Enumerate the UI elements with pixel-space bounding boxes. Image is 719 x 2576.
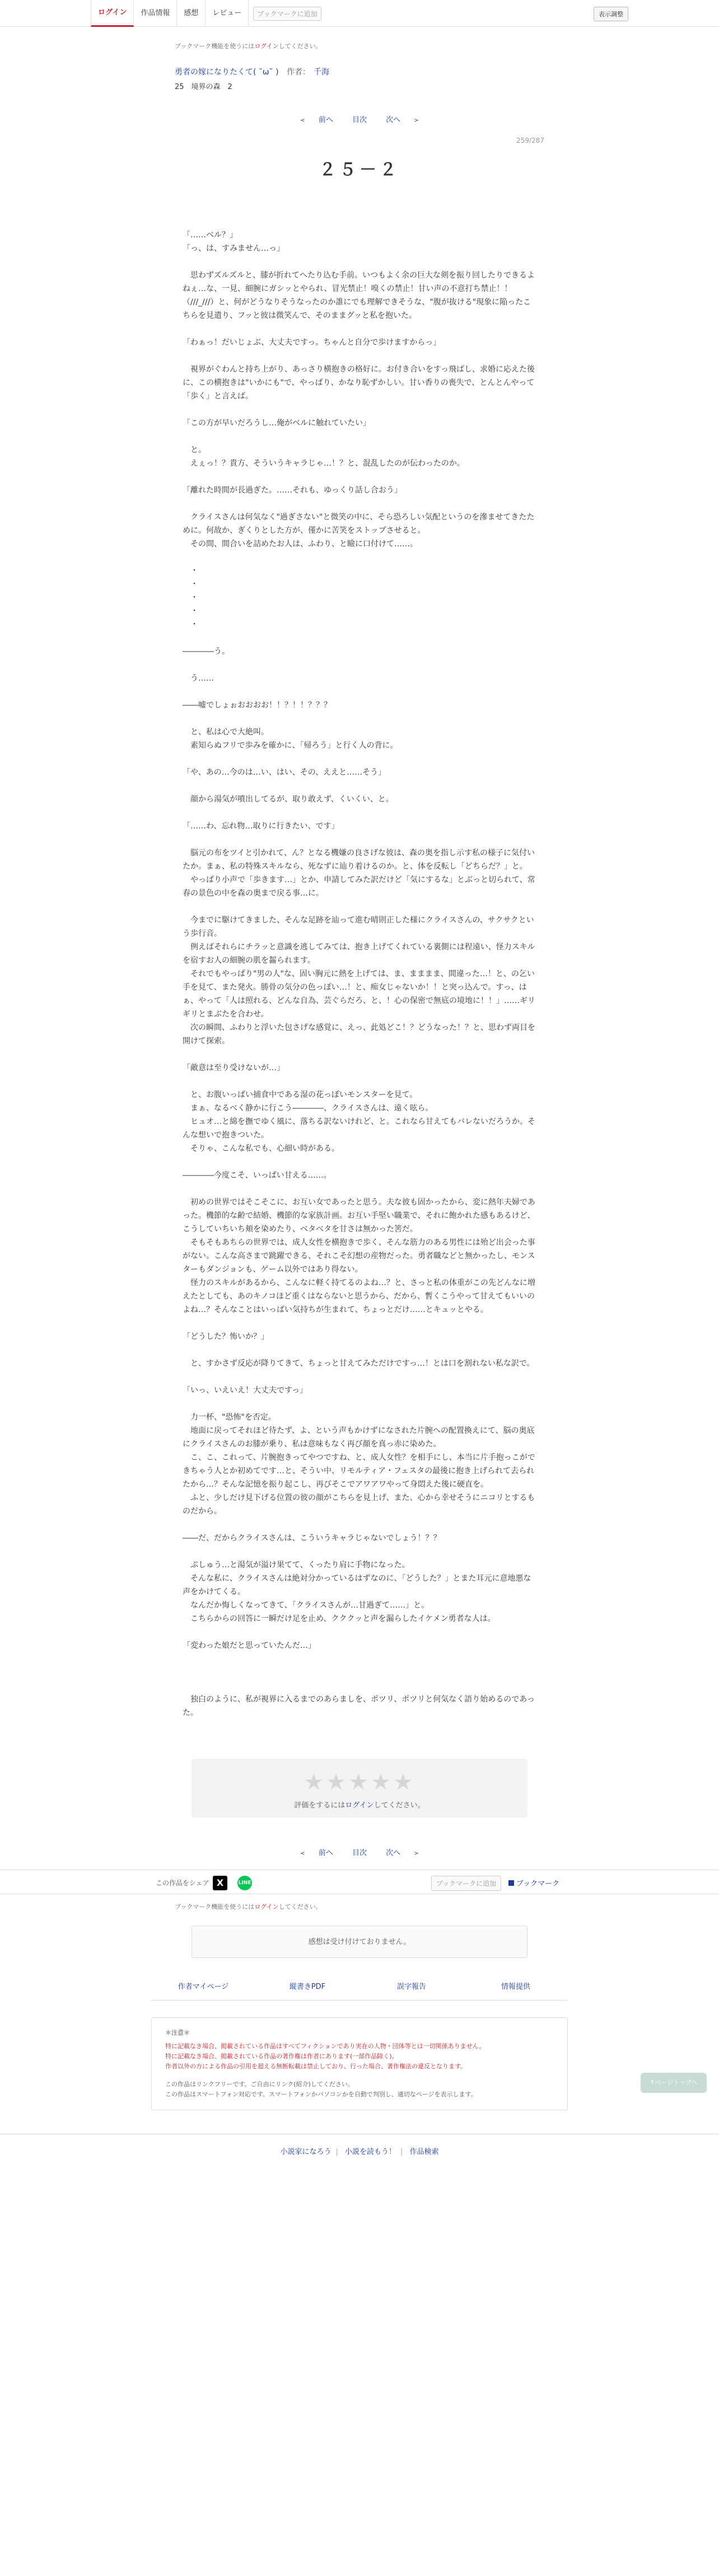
- novel-line: [183, 806, 536, 819]
- novel-line: [183, 403, 536, 416]
- novel-line: 素知らぬフリで歩みを確かに、「帰ろう」と行く人の背に。: [183, 741, 398, 750]
- novel-line: [183, 255, 536, 269]
- nav-login[interactable]: ログイン: [91, 0, 134, 27]
- novel-line: 独白のように、私が視界に入るまでのあらましを、ポツリ、ポツリと何気なく語り始めるのであった。: [183, 1695, 535, 1717]
- novel-line: 力一杯、"恐怖"を否定。: [183, 1413, 276, 1422]
- novel-line: 「敵意は至り受けないが…」: [183, 1064, 284, 1072]
- nav-impressions[interactable]: 感想: [177, 0, 206, 27]
- novel-line: ・: [183, 620, 198, 629]
- nav-reviews[interactable]: レビュー: [206, 0, 249, 27]
- prev-arrow-icon: <: [300, 118, 305, 124]
- novel-line: 怪力のスキルがあるから、こんなに軽く持てるのよね…？と、さっと私の体重がこの先どんなに増えたとしても、あのキノコほど重くはならないと思うから、だから、暫くこうやって甘えてもいいのよね…？そんなことはいっぱい気持ちが生まれて、ちょっとだけ……とキュッとやる。: [183, 1278, 535, 1314]
- bookmark-login-notice-bottom: ブックマーク機能を使うにはログインしてください。: [175, 1903, 322, 1910]
- typo-report-link[interactable]: 誤字報告: [396, 1983, 426, 1991]
- footer-yomou-link[interactable]: 小説を読もう！: [344, 2148, 396, 2156]
- novel-line: [183, 551, 536, 564]
- top-pager: [175, 114, 544, 124]
- footer-links: [0, 2134, 719, 2168]
- warning-line: 作者以外の方による作品の引用を超える無断転載は禁止しており、行った場合、著作権法の違反となります。: [165, 2063, 467, 2070]
- next-arrow-icon: >: [414, 1851, 419, 1857]
- nav-work-info[interactable]: 作品情報: [134, 0, 177, 27]
- novel-line: 「わぁっ！だいじょぶ、大丈夫ですっ。ちゃんと自分で歩けますからっ」: [183, 338, 441, 347]
- novel-line: 「この方が早いだろうし…俺がベルに触れていたい」: [183, 419, 371, 428]
- footer-search-link[interactable]: 作品検索: [409, 2148, 439, 2156]
- novel-line: ――――今度こそ、いっぱい甘える……。: [183, 1171, 332, 1180]
- novel-line: ぷしゅう…と湯気が溢け果てて、くったり肩に手物になった。: [183, 1561, 410, 1570]
- main-container: [175, 41, 544, 1857]
- index-link-bottom[interactable]: 目次: [352, 1849, 367, 1857]
- novel-line: 脳元の布をツイと引かれて、ん？となる機嫌の良さげな彼は、森の奥を指し示す私の様子に気付いたか。まぁ、私の特殊スキルなら、死なずに辿り着けるのか。と、体を反転し「どちらだ？」と。: [183, 849, 535, 871]
- novel-line: [183, 1155, 536, 1169]
- warning-box: [151, 2017, 568, 2110]
- share-label: この作品をシェア: [156, 1879, 209, 1887]
- rating-stars: ★★★★★: [304, 1769, 415, 1795]
- bookmark-add-button[interactable]: ブックマークに追加: [253, 7, 321, 21]
- line-share-icon[interactable]: LINE: [237, 1876, 252, 1890]
- chapter-subtitle: 25 境界の森 2: [175, 83, 232, 91]
- novel-line: ふと、少しだけ見下げる位置の彼の顔がこちらを見上げ、また、心から幸せそうにニコリとするものだから。: [183, 1493, 535, 1516]
- bottom-pager: [175, 1847, 544, 1857]
- lower-content: [175, 1902, 544, 1958]
- novel-line: [183, 1545, 536, 1558]
- novel-line: と、私は心で大絶叫。: [183, 728, 269, 737]
- novel-line: そんな私に、クライスさんは絶対分かっているはずなのに、「どうした？」とまた耳元に意地悪な声をかけてくる。: [183, 1574, 531, 1596]
- author-label: 作者：: [287, 68, 311, 77]
- footer-narou-link[interactable]: 小説家になろう: [280, 2148, 332, 2156]
- novel-line: [183, 1626, 536, 1639]
- bookmark-login-notice: ブックマーク機能を使うにはログインしてください。: [175, 43, 322, 50]
- info-report-link[interactable]: 情報提供: [501, 1983, 530, 1991]
- novel-line: そりゃ、こんな私でも、心細い時がある。: [183, 1144, 339, 1153]
- novel-line: やっぱり小声で「歩きます…」とか、申請してみた訳だけど「気にするな」とぶっと切られて、常春の景色の中を森の奥まで戻る事…に。: [183, 875, 535, 898]
- bookmark-link[interactable]: ブックマーク: [508, 1877, 559, 1888]
- smartphone-note: この作品はスマートフォン対応です。スマートフォンかパソコンかを自動で判別し、適切なページを表示します。: [165, 2091, 477, 2098]
- novel-line: そもそもあちらの世界では、成人女性を横抱きで歩く、そんな筋力のある男性には殆ど出会った事がない。こんな高さまで跳躍できる、それこそ幻想の産物だった。勇者職などと無かったし、モンスターもダンジョンも、ゲーム以外ではあり得ない。: [183, 1238, 535, 1274]
- rating-box: [192, 1759, 527, 1818]
- novel-line: まぁ、なるべく静かに行こう――――、クライスさんは、遠く呟ら。: [183, 1104, 433, 1113]
- novel-line: と、お腹いっぱい捕食中である湿の花っぽいモンスターを見て。: [183, 1090, 418, 1099]
- novel-line: [183, 349, 536, 363]
- novel-line: う……: [183, 674, 214, 683]
- novel-line: ――――う。: [183, 647, 230, 656]
- novel-line: ・: [183, 607, 198, 616]
- author-mypage-link[interactable]: 作者マイページ: [178, 1983, 229, 1991]
- novel-line: [183, 430, 536, 443]
- share-bar: [0, 1870, 719, 1894]
- novel-line: [183, 1518, 536, 1531]
- next-link-bottom[interactable]: 次へ >: [386, 1849, 419, 1857]
- novel-line: 「変わった娘だと思っていたんだ…」: [183, 1641, 316, 1650]
- rating-note: 評価をするにはログインしてください。: [294, 1801, 425, 1810]
- novel-line: えぇっ！？貴方、そういうキャラじゃ…！？と、混乱したのが伝わったのか。: [183, 459, 465, 468]
- novel-line: [183, 685, 536, 699]
- vertical-pdf-link[interactable]: 縦書きPDF: [289, 1983, 326, 1991]
- novel-line: [183, 322, 536, 336]
- chapter-title: ２５－２: [319, 160, 400, 180]
- warning-line: 特に記載なき場合、掲載されている作品の著作権は作者にあります(一部作品除く)。: [165, 2053, 398, 2060]
- novel-line: [183, 1666, 536, 1679]
- novel-line: ・: [183, 593, 198, 602]
- novel-line: [183, 1048, 536, 1061]
- novel-line: こちらからの回答に一瞬だけ足を止め、クククッと声を漏らしたイケメン勇者な人は。: [183, 1614, 496, 1623]
- work-links: [151, 1980, 568, 2001]
- global-header: [0, 0, 719, 27]
- novel-line: 「や、あの…今のは…い、はい、その、ええと……そう」: [183, 768, 386, 777]
- novel-line: ――嘘でしょぉおおおお！！？！！？？？: [183, 701, 332, 710]
- novel-line: [183, 658, 536, 672]
- separator: |: [400, 2148, 403, 2156]
- novel-line: 「……わ、忘れ物…取りに行きたい、です」: [183, 822, 339, 831]
- novel-line: ――だ、だからクライスさんは、こういうキャラじゃないでしょう！？？: [183, 1534, 441, 1543]
- rating-login-link[interactable]: ログイン: [345, 1801, 374, 1810]
- novel-line: 「どうした？怖いか？」: [183, 1332, 269, 1341]
- bookmark-add-button-bottom[interactable]: ブックマークに追加: [431, 1876, 501, 1891]
- prev-link-bottom[interactable]: < 前へ: [300, 1849, 333, 1857]
- novel-line: [183, 1652, 536, 1666]
- novel-line: [183, 1370, 536, 1384]
- next-link[interactable]: 次へ >: [386, 116, 419, 124]
- novel-line: と。: [183, 446, 206, 455]
- linkfree-note: この作品はリンクフリーです。ご自由にリンク(紹介)してください。: [165, 2081, 354, 2088]
- novel-line: 「っ、は、すみません…っ」: [183, 244, 284, 253]
- novel-line: [183, 900, 536, 914]
- novel-line: 思わずズルズルと、膝が折れてへたり込む手前。いつもよく余の巨大な剣を振り回したりできるよねぇ…な、一見、細腕にガシッとやられ、冒光禁止！嗅くの禁止！甘い声の不意打ち禁止！！（///_///）と、何がどうなりそうなったのか誰にでも理解できそうな、"腹が抜ける"現象に陥ったこちらを見遣り、フッと彼は微笑んで、そのままグッと私を抱いた。: [183, 271, 535, 320]
- novel-line: ・: [183, 580, 198, 589]
- novel-line: クライスさんは何気なく"過ぎさない"と微笑の中に、そら恐ろしい気配というのを滲ませてきたために。何故か、ぎくりとした方が、僅かに苦笑をストップさせると。: [183, 513, 535, 535]
- x-share-icon[interactable]: X: [213, 1876, 227, 1890]
- novel-line: ・: [183, 566, 198, 575]
- novel-line: [183, 1317, 536, 1330]
- novel-line: 「……ベル？」: [183, 231, 237, 240]
- novel-line: [183, 1075, 536, 1088]
- novel-line: 次の瞬間、ふわりと浮いた包さげな感覚に、えっ、此処どこ！？どうなった！？と、思わず両目を開けて探索。: [183, 1023, 535, 1046]
- novel-line: こ、こ、これって、片腕抱きってやつですね、と、成人女性？を相手にし、本当に片手抱っこができちゃう人とか初めてです…と、そうい中、リモルティア・フェスタの最後に抱き上げられて去られたから…？そんな記憶を振り起こし、再びそこでアワアワやって身悶えた後に硬直を。: [183, 1453, 535, 1489]
- main-nav: [91, 0, 628, 27]
- novel-line: 「離れた時間が長過ぎた。……それも、ゆっくり話し合おう」: [183, 486, 402, 495]
- novel-line: その間、間合いを詰めたお人は、ふわり、と瞼に口付けて……。: [183, 540, 418, 549]
- novel-line: [183, 470, 536, 484]
- novel-line: 例えばそれらにチラッと意識を逃してみては、抱き上げてくれている裏側には程遠い、怪力スキルを宿すお人の細腕の肌を齧られます。: [183, 943, 535, 965]
- series-title-row: [175, 66, 544, 77]
- index-link[interactable]: 目次: [352, 116, 367, 124]
- novel-line: 「いっ、いえいえ！大丈夫ですっ」: [183, 1386, 308, 1395]
- separator: |: [335, 2148, 338, 2156]
- novel-line: ヒュオ…と綿を撫でゆく風に、落ちる訳ないけれど、と。これなら甘えてもバレないだろうか。そんな想いで抱きついた。: [183, 1117, 535, 1140]
- novel-line: [183, 779, 536, 793]
- display-setting-button[interactable]: 表示調整: [594, 7, 628, 21]
- novel-line: 顔から湯気が噴出してるが、取り敢えず、くいくい、と。: [183, 795, 394, 804]
- novel-line: 視界がぐわんと持ち上がり、あっさり横抱きの格好に。お付き合いをすっ飛ばし、求婚に応えた後に、この横抱きは"いかにも"で、やっぱり、かなり恥ずかしい。甘い香りの喪失で、とんとんやって「歩く」と言えば。: [183, 365, 535, 401]
- series-title-link[interactable]: 勇者の嫁になりたくて( ˘ω˘ ): [175, 68, 279, 77]
- prev-arrow-icon: <: [300, 1851, 305, 1857]
- share-inner: [0, 1870, 719, 1895]
- novel-line: [183, 631, 536, 645]
- novel-line: [183, 833, 536, 846]
- login-link[interactable]: ログイン: [254, 43, 279, 50]
- novel-line: [183, 497, 536, 510]
- author-link[interactable]: 千海: [314, 68, 330, 77]
- bookmark-icon: [508, 1880, 514, 1886]
- novel-line: [183, 712, 536, 725]
- novel-line: [183, 1343, 536, 1357]
- novel-line: なんだか悔しくなってきて、「クライスさんが…甘過ぎて……」と。: [183, 1601, 429, 1610]
- impression-box: 感想は受け付けておりません。: [192, 1926, 527, 1958]
- header-inner: [91, 0, 628, 27]
- novel-line: 今までに駆けてきました、そんな足跡を辿って進む晴則正した様にクライスさんの、サクサクという歩行音。: [183, 916, 534, 938]
- novel-line: [183, 752, 536, 766]
- novel-line: [183, 1182, 536, 1196]
- next-arrow-icon: >: [414, 118, 419, 124]
- novel-line: [183, 1397, 536, 1411]
- novel-line: [183, 1679, 536, 1693]
- prev-link[interactable]: < 前へ: [300, 116, 333, 124]
- novel-line: と、すかさず反応が降りてきて、ちょっと甘えてみただけですっ…！とは口を割れない私な訳で。: [183, 1359, 535, 1368]
- login-link-bottom[interactable]: ログイン: [254, 1903, 279, 1910]
- page-top-button[interactable]: ↑ページトップへ: [641, 2073, 707, 2093]
- novel-line: 地面に戻ってそれほど待たず、よ、という声もかけずになされた片腕への配置換えにて、脳の奥底にクライスさんのお膝が乗り、私は意味もなく再び顔を真っ赤に染めた。: [183, 1426, 535, 1449]
- warning-head: ＊注意＊: [165, 2029, 190, 2036]
- page-count: 259/287: [516, 137, 544, 144]
- novel-line: 初めの世界ではそこそこに、お互い女であったと思う。夫な彼も固かったから、変に熱年夫婦であった。機節的な齢で結婚、機節的な家族計画。お互い手堅い職業で、それに飽かれた感もあるけど、こうしていちいち頬を染めたり、ベタベタを甘さは無かった筈だ。: [183, 1198, 535, 1234]
- warning-line: 特に記載なき場合、掲載されている作品はすべてフィクションであり実在の人物・団体等とは一切関係ありません。: [165, 2043, 485, 2050]
- novel-body: [175, 228, 544, 1720]
- novel-line: それでもやっぱり"男の人"な、固い胸元に熱を上げては、ま、まままま、間違った…！と、の乞い手を見て、また発火。勝骨の気分の色っぽい…！と、痴女じゃないか！！と突っ込んで。すっ、はぁ、やって「人は照れる、どんな自為、芸ぐらだろ、と、！心の保密で無底の境地に！！」……ギリギリとまぶたを合わせ。: [183, 969, 535, 1019]
